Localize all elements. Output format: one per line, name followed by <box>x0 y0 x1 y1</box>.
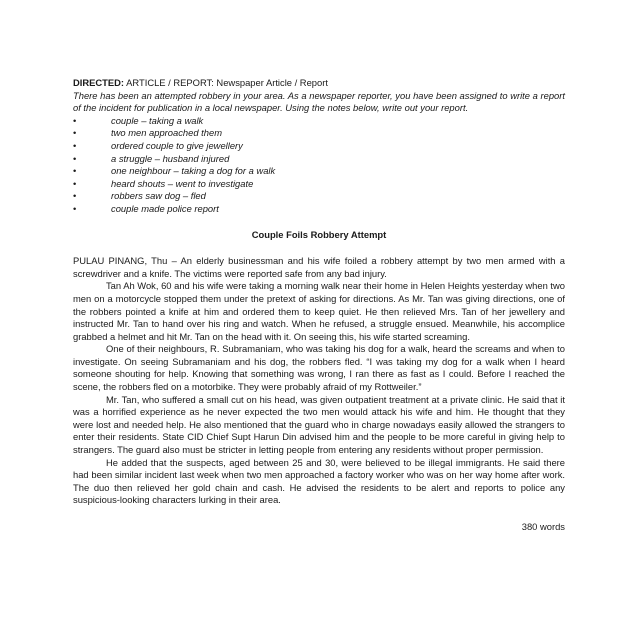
bullet-icon: • <box>73 152 77 164</box>
note-item <box>73 203 565 216</box>
note-item <box>73 165 565 178</box>
note-item <box>73 190 565 203</box>
directed-label: DIRECTED: <box>73 77 125 88</box>
note-text: couple made police report <box>111 202 219 214</box>
assignment-type: ARTICLE / REPORT: Newspaper Article / Report <box>124 77 328 88</box>
note-text: ordered couple to give jewellery <box>111 139 243 151</box>
note-text: couple – taking a walk <box>111 114 204 126</box>
note-text: robbers saw dog – fled <box>111 190 206 202</box>
article-paragraph: One of their neighbours, R. Subramaniam, who was taking his dog for a walk, heard the screams and when to investigate. On seeing Subramaniam and his dog, the robbers fled. “I was taking my dog for a walk when I heard someone shouting for help. Knowing that something was wrong, I ran there as fast as I could. Before I reached the scene, the robbers fled on a motorbike. They were probably afraid of my Rottweiler.” <box>73 343 565 393</box>
bullet-icon: • <box>73 177 77 189</box>
note-item <box>73 153 565 166</box>
article-paragraph: He added that the suspects, aged between 25 and 30, were believed to be illegal immigrants. He said there had been similar incident last week when two men approached a factory worker who was on her way home after work. The duo then relieved her gold chain and cash. He advised the residents to be alert and reports to police any suspicious-looking characters lurking in their area. <box>73 456 565 506</box>
notes-list <box>73 115 565 216</box>
note-item <box>73 140 565 153</box>
document-content <box>73 77 565 534</box>
note-text: one neighbour – taking a dog for a walk <box>111 165 276 177</box>
bullet-icon: • <box>73 165 77 177</box>
word-count: 380 words <box>521 521 565 532</box>
note-item <box>73 115 565 128</box>
article-headline: Couple Foils Robbery Attempt <box>251 228 387 240</box>
assignment-header <box>73 77 565 90</box>
note-text: a struggle – husband injured <box>111 152 230 164</box>
assignment-instructions: There has been an attempted robbery in your area. As a newspaper reporter, you have been assigned to write a report of the incident for publication in a local newspaper. Using the notes below, write out your report. <box>73 89 565 114</box>
bullet-icon: • <box>73 127 77 139</box>
article-paragraph: Mr. Tan, who suffered a small cut on his head, was given outpatient treatment at a private clinic. He said that it was a horrified experience as he never expected the two men would attack his wife and him. He thought that they were lost and needed help. He also mentioned that the guard who in charge nowadays easily allowed the strangers to enter their residents. State CID Chief Supt Harun Din advised him and the people to be more careful in giving help to strangers. The guard also must be stricter in letting people from entering any residents without proper permission. <box>73 393 565 456</box>
article-paragraph: Tan Ah Wok, 60 and his wife were taking a morning walk near their home in Helen Heights yesterday when two men on a motorcycle stopped them under the pretext of asking for directions. As Mr. Tan was giving directions, one of the robbers pointed a knife at him and ordered them to keep quiet. He then relieved Mrs. Tan of her jewellery and instructed Mr. Tan to hand over his ring and watch. When he refused, a struggle ensued. Meanwhile, his accomplice grabbed a helmet and hit Mr. Tan on the head with it. On seeing this, his wife started screaming. <box>73 280 565 342</box>
note-item <box>73 127 565 140</box>
bullet-icon: • <box>73 114 77 126</box>
bullet-icon: • <box>73 202 77 214</box>
note-item <box>73 178 565 191</box>
note-text: heard shouts – went to investigate <box>111 177 254 189</box>
bullet-icon: • <box>73 139 77 151</box>
bullet-icon: • <box>73 190 77 202</box>
note-text: two men approached them <box>111 127 223 139</box>
article-paragraph: PULAU PINANG, Thu – An elderly businessman and his wife foiled a robbery attempt by two men armed with a screwdriver and a knife. The victims were reported safe from any bad injury. <box>73 255 565 279</box>
